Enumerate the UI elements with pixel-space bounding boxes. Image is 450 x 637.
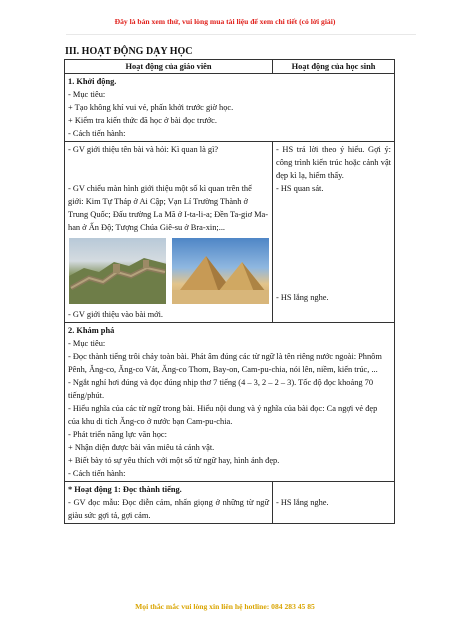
activity1-student-text: - HS lắng nghe. [276, 498, 329, 507]
part1-line: + Tạo không khí vui vẻ, phấn khởi trước giờ học. [68, 103, 234, 112]
preview-notice: Đây là bản xem thử, vui lòng mua tài liệu để xem chi tiết (có lời giải) [114, 17, 336, 26]
teacher-show-wonders: - GV chiếu màn hình giới thiệu một số kì quan trên thế giới: Kim Tự Tháp ở Ai Cập; Vạn Lí Trường Thành ở Trung Quốc; Đấu trường La Mã ở I-ta-li-a; Đền Ta-giơ Ma-han ở Ấn Độ; Tượng Chúa Giê-su ở Bra-xin;... [68, 184, 269, 232]
part1-intro [65, 74, 395, 142]
part2-intro-row [65, 323, 395, 482]
part2-line: - Đọc thành tiếng trôi chảy toàn bài. Phát âm đúng các từ ngữ là tên riêng nước ngoài: Phnôm Pênh, Ăng-co, Ăng-co Vát, Ăng-co Thom, Bay-on, Cam-pu-chia, nói lên, niềm, kiến trúc, ... [68, 352, 382, 374]
part1-activity-row [65, 142, 395, 323]
wonder-images [69, 238, 269, 304]
part2-intro [65, 323, 395, 482]
part2-line: - Mục tiêu: [68, 339, 106, 348]
activity1-row [65, 482, 395, 524]
part2-line: - Hiểu nghĩa của các từ ngữ trong bài. Hiểu nội dung và ý nghĩa của bài đọc: Ca ngợi vẻ đẹp của khu di tích Ăng-co ở nước bạn Cam-pu-chia. [68, 404, 378, 426]
student-observe: - HS quan sát. [276, 184, 324, 193]
part1-teacher-cell [65, 142, 273, 323]
great-wall-image [69, 238, 166, 304]
part1-line: + Kiểm tra kiến thức đã học ở bài đọc trước. [68, 116, 217, 125]
section-title: III. HOẠT ĐỘNG DẠY HỌC [65, 46, 193, 57]
activity1-student-cell [273, 482, 395, 524]
activity1-heading: * Hoạt động 1: Đọc thành tiếng. [68, 485, 182, 494]
student-column-header: Hoạt động của học sinh [273, 60, 395, 74]
part2-line: - Phát triển năng lực văn học: [68, 430, 167, 439]
teacher-intro-new-lesson: - GV giới thiệu vào bài mới. [68, 310, 163, 319]
pyramids-image [172, 238, 269, 304]
part1-intro-row [65, 74, 395, 142]
part1-line: - Cách tiến hành: [68, 129, 126, 138]
part2-line: + Nhận diện được bài văn miêu tả cảnh vật. [68, 443, 215, 452]
header-divider [66, 34, 416, 35]
student-answer: - HS trả lời theo ý hiểu. Gợi ý: công trình kiến trúc hoặc cảnh vật đẹp kì lạ, hiếm thấy. [276, 145, 391, 180]
spacer [68, 156, 269, 182]
part1-line: - Mục tiêu: [68, 90, 106, 99]
part2-line: + Biết bày tỏ sự yêu thích với một số từ ngữ hay, hình ảnh đẹp. [68, 456, 280, 465]
part1-heading: 1. Khởi động. [68, 77, 117, 86]
table-header-row [65, 60, 395, 74]
activity1-teacher-text: - GV đọc mẫu: Đọc diễn cảm, nhấn giọng ở những từ ngữ giàu sức gợi tả, gợi cảm. [68, 498, 269, 520]
part2-line: - Ngắt nghỉ hơi đúng và đọc đúng nhịp thơ 7 tiếng (4 – 3, 2 – 2 – 3). Tốc độ đọc khoảng 70 tiếng/phút. [68, 378, 374, 400]
teacher-column-header: Hoạt động của giáo viên [65, 60, 273, 74]
activity1-teacher-cell [65, 482, 273, 524]
part1-student-cell [273, 142, 395, 323]
spacer [276, 195, 391, 291]
part2-heading: 2. Khám phá [68, 326, 115, 335]
teacher-intro-question: - GV giới thiệu tên bài và hỏi: Kì quan là gì? [68, 145, 219, 154]
part2-line: - Cách tiến hành: [68, 469, 126, 478]
student-listen: - HS lắng nghe. [276, 293, 329, 302]
hotline-notice: Mọi thắc mắc vui lòng xin liên hệ hotline: 084 283 45 85 [135, 602, 315, 611]
lesson-table [64, 59, 395, 524]
